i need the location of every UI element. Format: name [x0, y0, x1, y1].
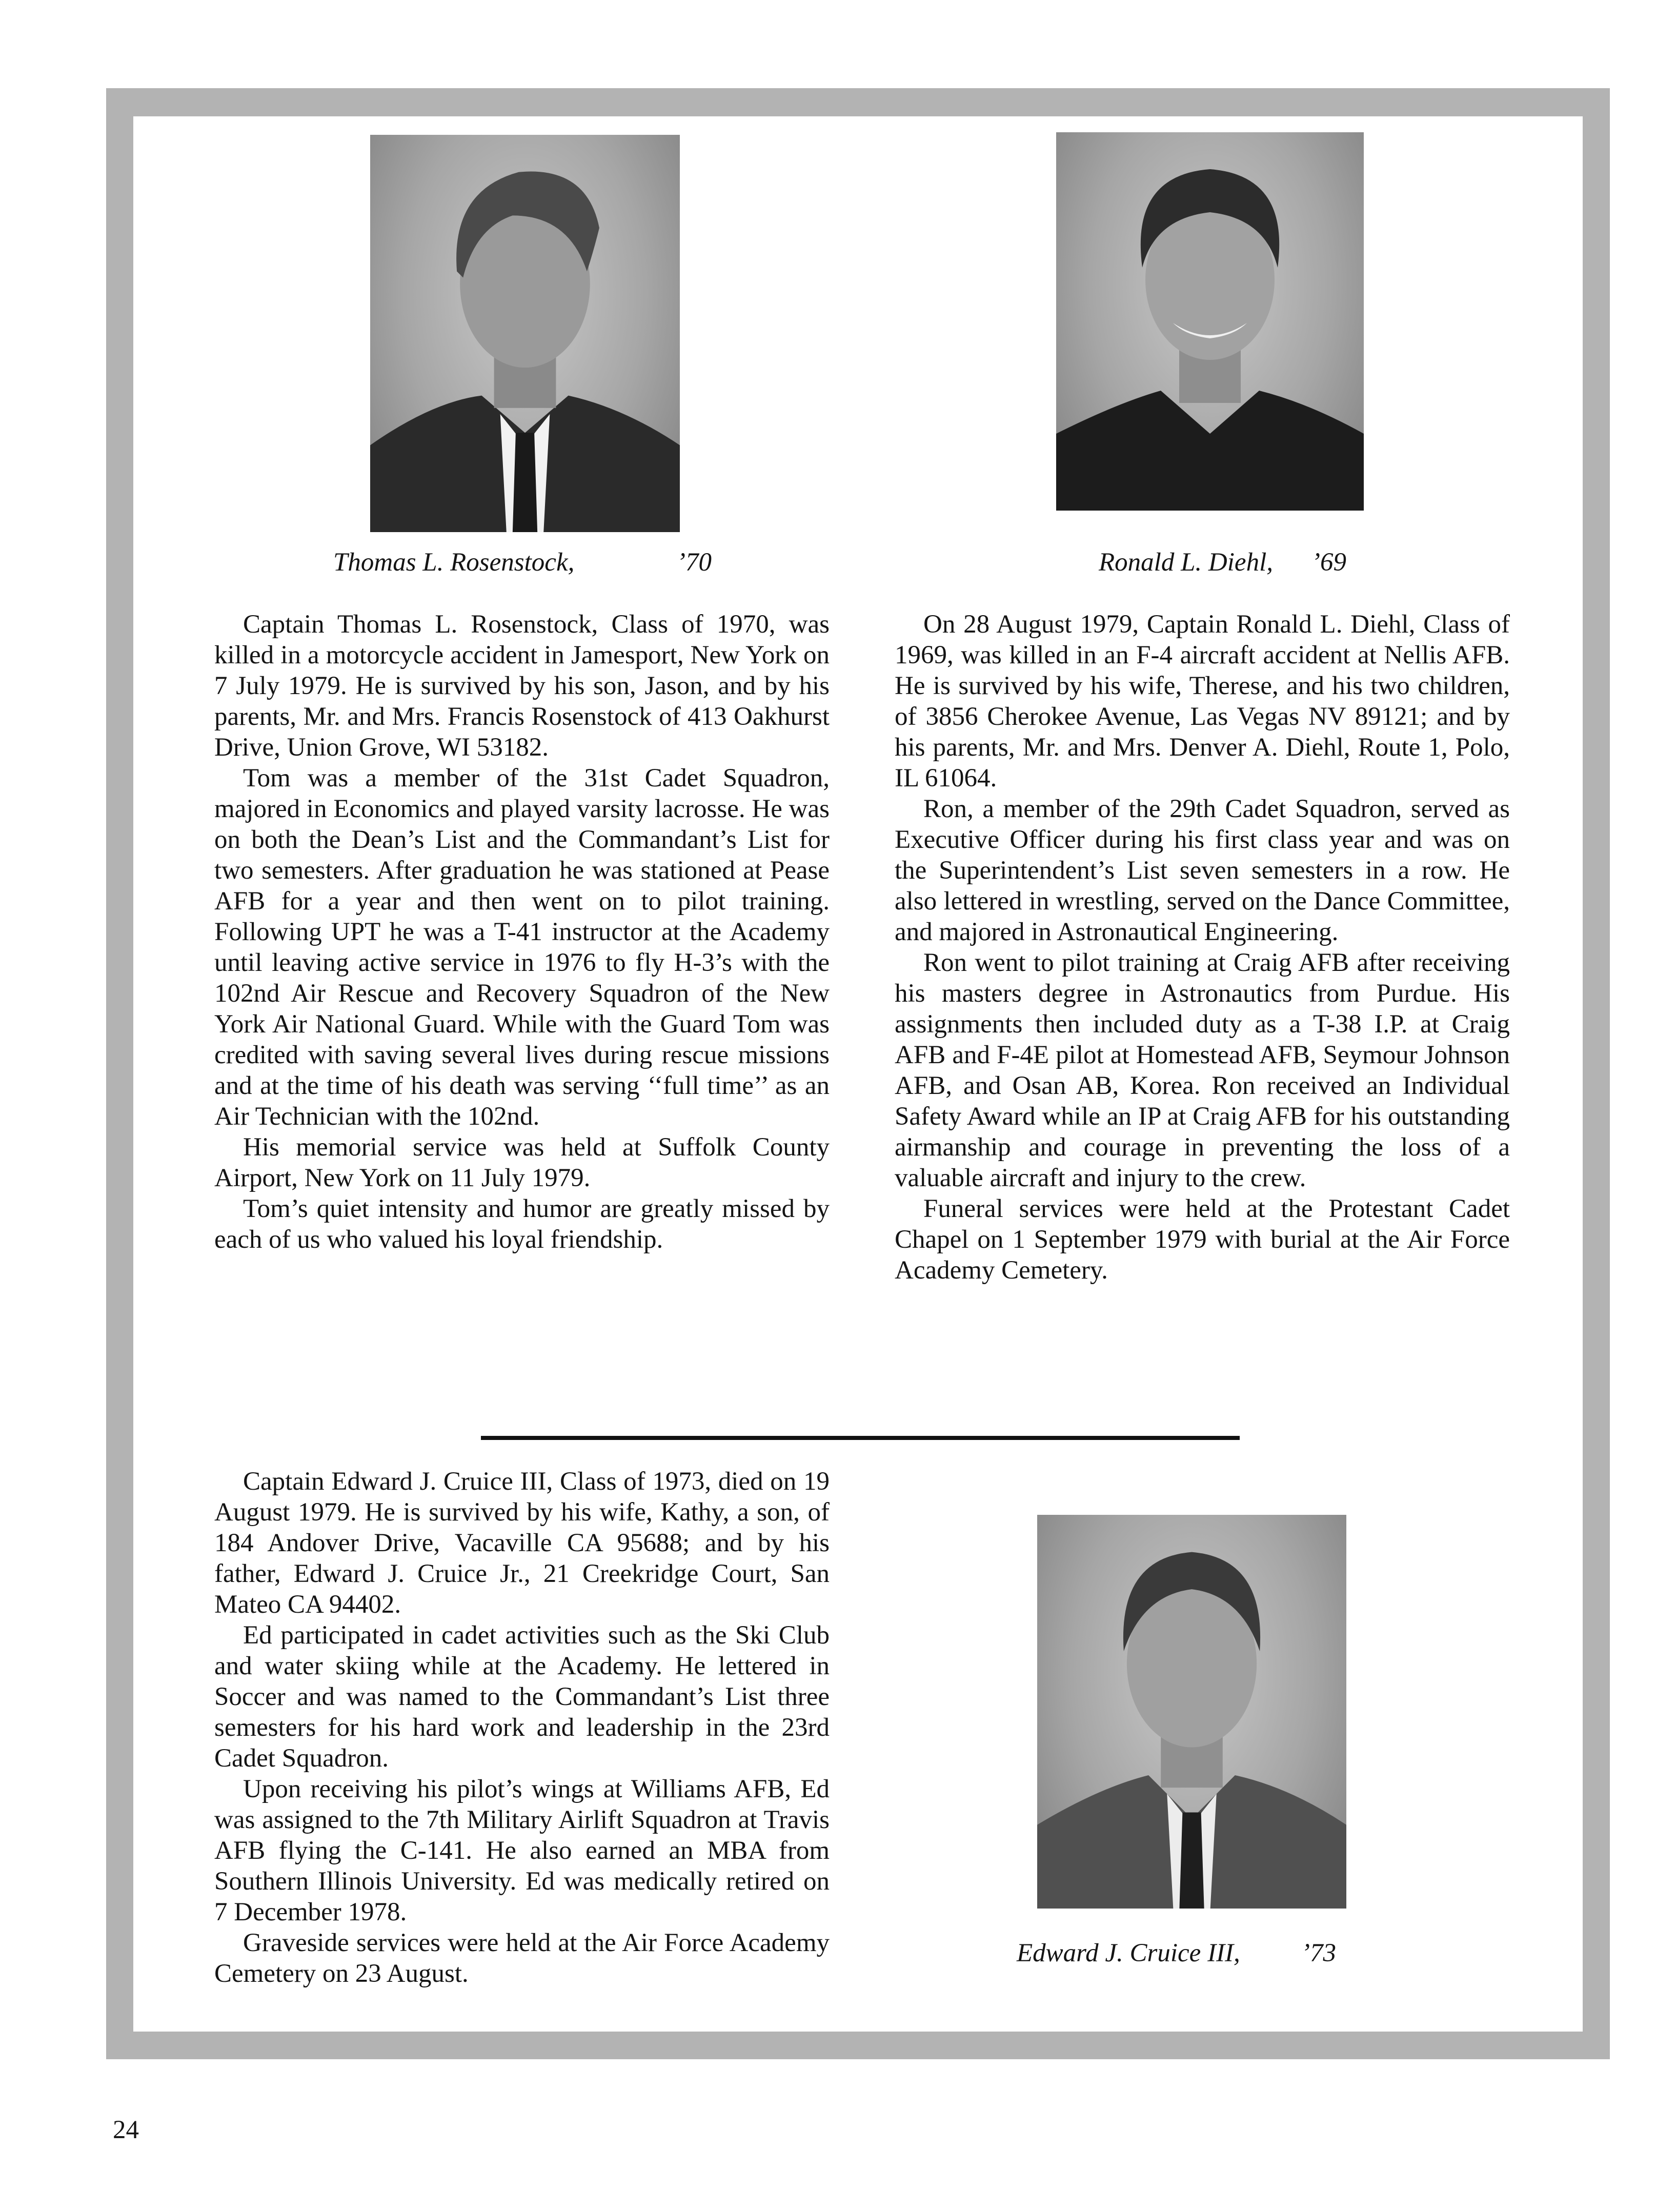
cruice-name: Edward J. Cruice III,	[1017, 1939, 1240, 1967]
paragraph: Captain Thomas L. Rosenstock, Class of 1970, was killed in a motorcycle accident in Jamesport, New York on 7 July 1979. He is survived by his son, Jason, and by his parents, Mr. and Mrs. Francis Rosenstock of 413 Oakhurst Drive, Union Grove, WI 53182.	[214, 610, 830, 762]
rosenstock-class-year: ’70	[677, 548, 712, 577]
cruice-class-year: ’73	[1301, 1939, 1336, 1967]
paragraph: Captain Edward J. Cruice III, Class of 1973, died on 19 August 1979. He is survived by his wife, Kathy, a son, of 184 Andover Drive, Vacaville CA 95688; and by his father, Edward J. Cruice Jr., 21 Creekridge Court, San Mateo CA 94402.	[214, 1467, 830, 1619]
paragraph: Tom was a member of the 31st Cadet Squadron, majored in Economics and played varsity lacrosse. He was on both the Dean’s List and the Commandant’s List for two semesters. After graduation he was stationed at Pease AFB for a year and then went on to pilot training. Following UPT he was a T-41 instructor at the Academy until leaving active service in 1976 to fly H-3’s with the 102nd Air Rescue and Recovery Squadron of the New York Air National Guard. While with the Guard Tom was credited with saving several lives during rescue missions and at the time of his death was serving ‘‘full time’’ as an Air Technician with the 102nd.	[214, 764, 830, 1131]
section-divider	[481, 1436, 1240, 1440]
diehl-caption	[1099, 547, 1346, 578]
cruice-portrait-photo	[1037, 1515, 1346, 1909]
paragraph: Ed participated in cadet activities such as the Ski Club and water skiing while at the Academy. He lettered in Soccer and was named to the Commandant’s List three semesters for his hard work and leadership in the 23rd Cadet Squadron.	[214, 1621, 830, 1773]
paragraph: His memorial service was held at Suffolk County Airport, New York on 11 July 1979.	[214, 1133, 830, 1192]
diehl-obituary-text	[895, 609, 1510, 1286]
rosenstock-portrait-photo	[370, 135, 680, 532]
paragraph: Funeral services were held at the Protestant Cadet Chapel on 1 September 1979 with burial at the Air Force Academy Cemetery.	[895, 1194, 1510, 1285]
cruice-caption	[1017, 1938, 1336, 1969]
paragraph: Ron, a member of the 29th Cadet Squadron, served as Executive Officer during his first class year and was on the Superintendent’s List seven semesters in a row. He also lettered in wrestling, served on the Dance Committee, and majored in Astronautical Engineering.	[895, 795, 1510, 946]
diehl-portrait-photo	[1056, 132, 1364, 511]
diehl-name: Ronald L. Diehl,	[1099, 548, 1273, 577]
paragraph: Upon receiving his pilot’s wings at Williams AFB, Ed was assigned to the 7th Military Airlift Squadron at Travis AFB flying the C-141. He also earned an MBA from Southern Illinois University. Ed was medically retired on 7 December 1978.	[214, 1775, 830, 1926]
rosenstock-caption	[333, 547, 712, 578]
rosenstock-obituary-text	[214, 609, 830, 1255]
rosenstock-name: Thomas L. Rosenstock,	[333, 548, 575, 577]
page-number: 24	[113, 2116, 139, 2144]
diehl-class-year: ’69	[1311, 548, 1346, 577]
cruice-obituary-text	[214, 1466, 830, 1989]
paragraph: Graveside services were held at the Air Force Academy Cemetery on 23 August.	[214, 1929, 830, 1988]
paragraph: Tom’s quiet intensity and humor are greatly missed by each of us who valued his loyal friendship.	[214, 1194, 830, 1254]
paragraph: Ron went to pilot training at Craig AFB after receiving his masters degree in Astronautics from Purdue. His assignments then included duty as a T-38 I.P. at Craig AFB and F-4E pilot at Homestead AFB, Seymour Johnson AFB, and Osan AB, Korea. Ron received an Individual Safety Award while an IP at Craig AFB for his outstanding airmanship and courage in preventing the loss of a valuable aircraft and injury to the crew.	[895, 948, 1510, 1192]
paragraph: On 28 August 1979, Captain Ronald L. Diehl, Class of 1969, was killed in an F-4 aircraft accident at Nellis AFB. He is survived by his wife, Therese, and his two children, of 3856 Cherokee Avenue, Las Vegas NV 89121; and by his parents, Mr. and Mrs. Denver A. Diehl, Route 1, Polo, IL 61064.	[895, 610, 1510, 793]
